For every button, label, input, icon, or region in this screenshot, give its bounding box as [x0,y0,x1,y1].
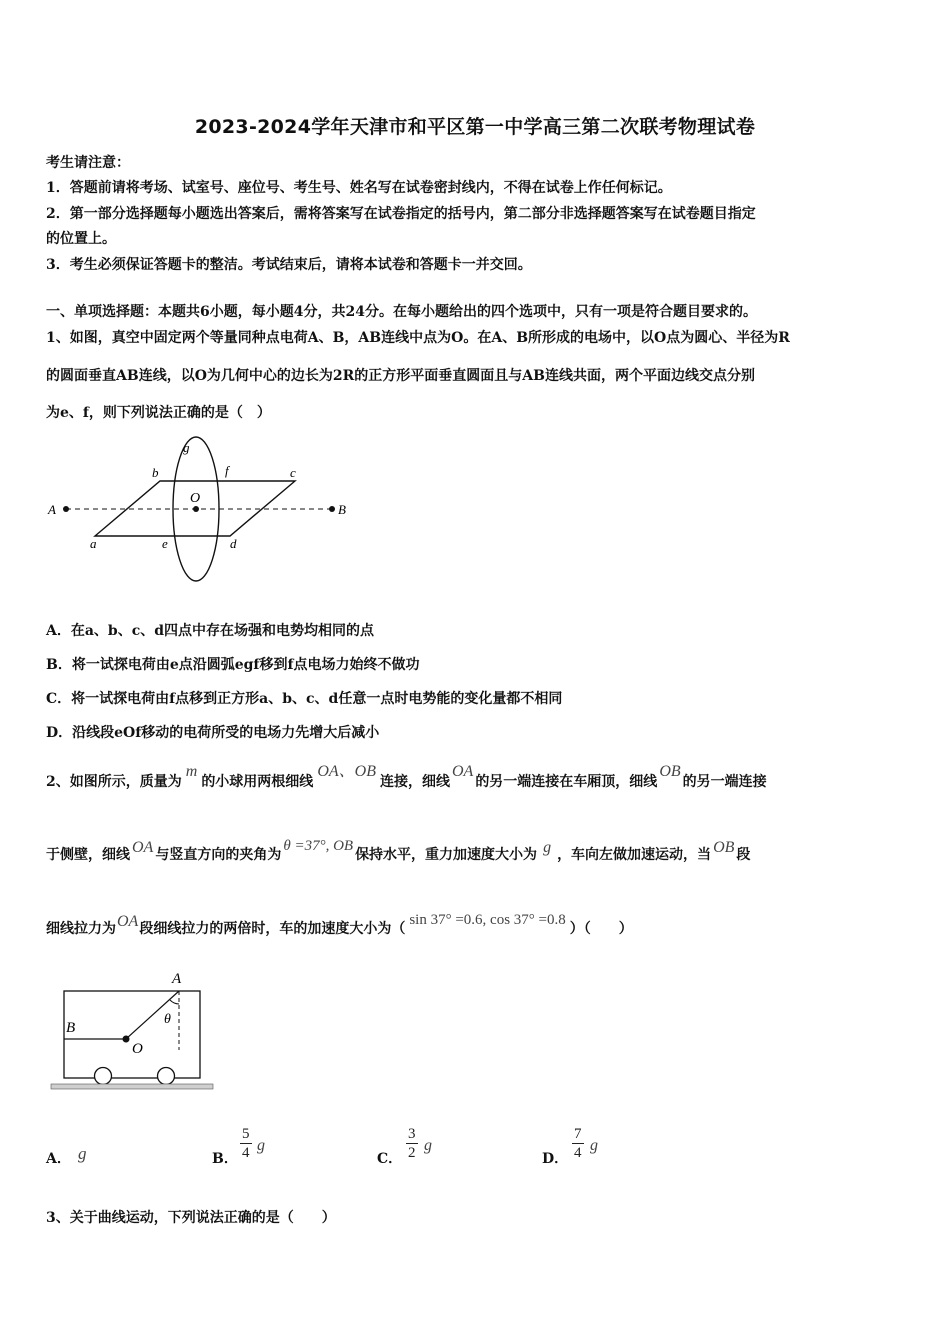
q1-option-d[interactable]: D．沿线段eOf移动的电荷所受的电场力先增大后减小 [46,725,380,741]
wheel-left [95,1068,112,1085]
q2-var-ob: OB [659,763,681,780]
label-c: c [290,465,296,480]
q2-option-d-letter[interactable]: D． [542,1151,569,1167]
q2-option-d-unit: g [590,1137,598,1154]
q1-option-c[interactable]: C．将一试探电荷由f点移到正方形a、b、c、d任意一点时电势能的变化量都不相同 [46,691,563,707]
point-b-dot [329,506,335,512]
label-O: O [132,1041,143,1057]
label-theta: θ [164,1012,171,1027]
q2-var-oaob: OA、OB [317,763,376,780]
q2-option-a-letter[interactable]: A． [46,1151,71,1167]
label-O: O [190,491,201,506]
q2-option-c-letter[interactable]: C． [377,1151,403,1167]
notice-item-1: 1．答题前请将考场、试室号、座位号、考生号、姓名写在试卷密封线内，不得在试卷上作任何标记。 [46,180,672,196]
q2-option-c-fraction: $\frac{3}{2}$ [408,1126,416,1161]
label-A: A [172,971,182,987]
label-e: e [162,536,168,551]
q2-trig-formula: sin 37° =0.6, cos 37° =0.8 [409,912,566,928]
q2-option-b-letter[interactable]: B． [212,1151,238,1167]
wheel-right [158,1068,175,1085]
q1-figure [40,432,360,587]
point-a-dot [63,506,69,512]
q2-theta-expr: θ =37°, OB [283,838,354,854]
ground [51,1084,213,1089]
label-B: B [66,1020,76,1036]
q2-option-b-unit: g [257,1137,265,1154]
label-d: d [230,536,237,551]
q1-option-b[interactable]: B．将一试探电荷由e点沿圆弧egf移到f点电场力始终不做功 [46,657,420,673]
q1-line-2: 的圆面垂直AB连线，以O为几何中心的边长为2R的正方形平面垂直圆面且与AB连线共面，两个平面边线交点分别 [46,368,755,384]
car-body [64,991,200,1078]
q2-figure [46,966,226,1096]
q2-var-ob-2: OB [713,839,735,856]
ball-m [123,1036,130,1043]
label-B: B [338,502,346,517]
page-title: 2023-2024学年天津市和平区第一中学高三第二次联考物理试卷 [194,116,756,138]
q1-line-1: 1、如图，真空中固定两个等量同种点电荷A、B，AB连线中点为O。在A、B所形成的电场中，以O点为圆心、半径为R [46,330,790,346]
notice-item-3: 3．考生必须保证答题卡的整洁。考试结束后，请将本试卷和答题卡一并交回。 [46,257,532,273]
q2-line-3: 细线拉力为OA段细线拉力的两倍时，车的加速度大小为（sin 37° =0.6, cos 37° =0.8）（ ） [46,912,633,937]
q2-option-b-fraction: $\frac{5}{4}$ [242,1126,250,1161]
q2-var-m: m [185,763,198,780]
q2-var-oa-2: OA [132,839,154,856]
q1-option-a[interactable]: A．在a、b、c、d四点中存在场强和电势均相同的点 [46,623,375,639]
q3-text: 3、关于曲线运动，下列说法正确的是（ ） [46,1210,336,1226]
q2-option-d-fraction: $\frac{7}{4}$ [574,1126,582,1161]
section-heading: 一、单项选择题：本题共6小题，每小题4分，共24分。在每小题给出的四个选项中，只有一项是符合题目要求的。 [46,304,757,320]
notice-item-2-cont: 的位置上。 [46,231,116,247]
label-b: b [152,465,159,480]
q2-option-c-unit: g [424,1137,432,1154]
q2-var-g: g [543,839,552,856]
q1-line-3: 为e、f，则下列说法正确的是（ ） [46,405,271,421]
label-g: g [183,440,190,455]
q2-var-oa-3: OA [117,913,139,930]
label-f: f [225,463,229,478]
q2-line-2: 于侧壁，细线 OA 与竖直方向的夹角为θ =37°, OB保持水平，重力加速度大小为 g ，车向左做加速运动，当 OB 段 [46,838,751,863]
notice-heading: 考生请注意： [46,155,130,171]
notice-item-2: 2．第一部分选择题每小题选出答案后，需将答案写在试卷指定的括号内，第二部分非选择题答案写在试卷题目指定 [46,206,756,222]
label-A: A [48,502,56,517]
label-a: a [90,536,97,551]
q2-var-oa: OA [451,763,474,780]
point-o-dot [193,506,199,512]
q2-option-a-value: g [78,1144,87,1163]
string-oa [126,991,179,1039]
q2-line-1: 2、如图所示，质量为m的小球用两根细线OA、OB连接，细线OA的另一端连接在车厢顶，细线OB的另一端连接 [46,763,767,790]
theta-arc [170,1000,179,1004]
